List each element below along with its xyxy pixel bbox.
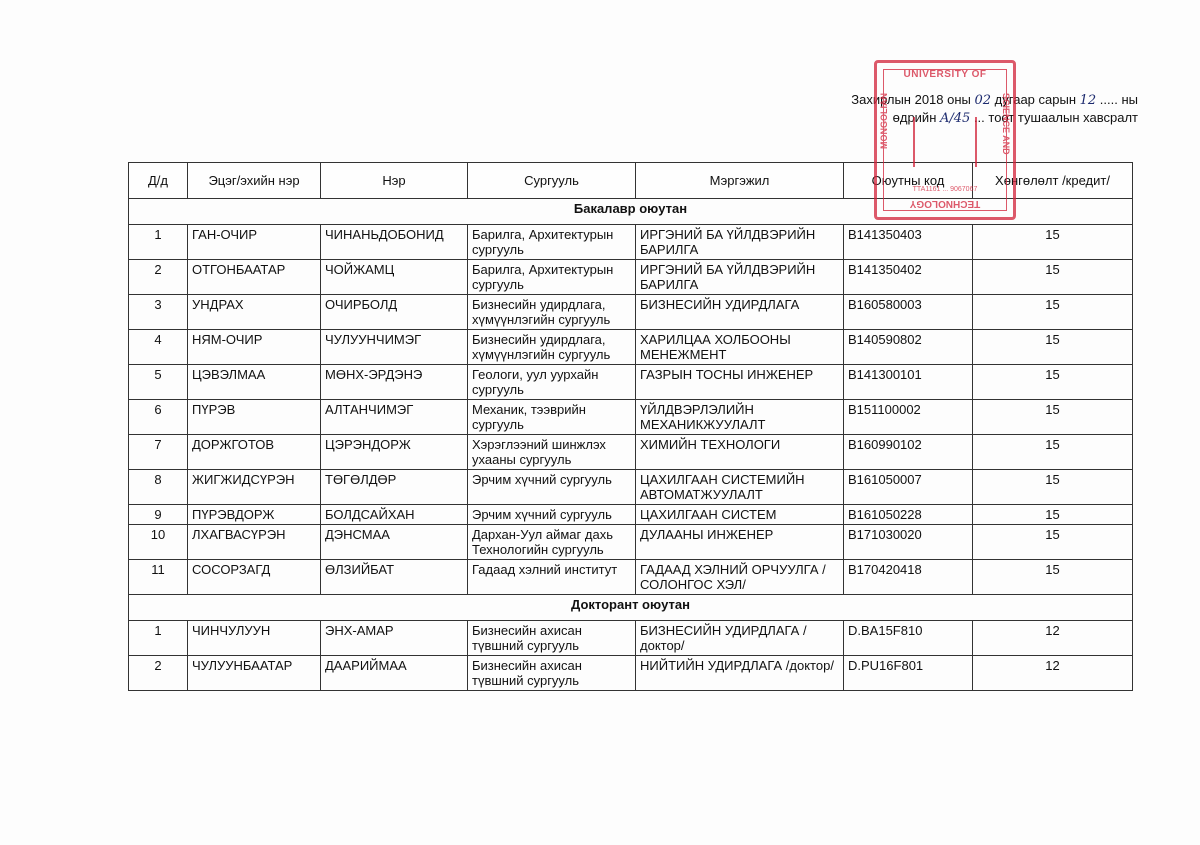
- row-number: 11: [129, 560, 188, 595]
- parent-name-cell: ЦЭВЭЛМАА: [188, 365, 321, 400]
- student-name-cell: БОЛДСАЙХАН: [321, 505, 468, 525]
- credit-discount-cell: 15: [973, 525, 1133, 560]
- student-code-cell: B161050007: [844, 470, 973, 505]
- student-name-cell: ДААРИЙМАА: [321, 656, 468, 691]
- student-name-cell: ЧОЙЖАМЦ: [321, 260, 468, 295]
- school-cell: Гадаад хэлний институт: [468, 560, 636, 595]
- major-cell: ҮЙЛДВЭРЛЭЛИЙН МЕХАНИКЖУУЛАЛТ: [636, 400, 844, 435]
- handwritten-month: 02: [974, 93, 992, 108]
- student-code-cell: D.BA15F810: [844, 621, 973, 656]
- school-cell: Бизнесийн удирдлага, хүмүүнлэгийн сургууль: [468, 295, 636, 330]
- major-cell: ИРГЭНИЙ БА ҮЙЛДВЭРИЙН БАРИЛГА: [636, 260, 844, 295]
- table-row: [129, 621, 1133, 656]
- row-number: 2: [129, 260, 188, 295]
- student-name-cell: ЦЭРЭНДОРЖ: [321, 435, 468, 470]
- parent-name-cell: УНДРАХ: [188, 295, 321, 330]
- student-code-cell: B171030020: [844, 525, 973, 560]
- section-title: Докторант оюутан: [129, 595, 1133, 621]
- student-code-cell: B160990102: [844, 435, 973, 470]
- parent-name-cell: ПҮРЭВ: [188, 400, 321, 435]
- column-header: Хөнгөлөлт /кредит/: [973, 163, 1133, 199]
- credit-discount-cell: 15: [973, 505, 1133, 525]
- major-cell: ЦАХИЛГААН СИСТЕМ: [636, 505, 844, 525]
- school-cell: Бизнесийн ахисан түвшний сургууль: [468, 656, 636, 691]
- row-number: 7: [129, 435, 188, 470]
- order-year-label: Захирлын 2018 оны: [851, 92, 971, 107]
- student-code-cell: D.PU16F801: [844, 656, 973, 691]
- credit-discount-cell: 12: [973, 656, 1133, 691]
- stamp-top-text: UNIVERSITY OF: [903, 69, 987, 80]
- table-row: [129, 525, 1133, 560]
- parent-name-cell: НЯМ-ОЧИР: [188, 330, 321, 365]
- credit-discount-cell: 15: [973, 295, 1133, 330]
- stamp-emblem-icon: [913, 117, 977, 167]
- column-header: Мэргэжил: [636, 163, 844, 199]
- stamp-right-text: SCIENCE AND: [1001, 93, 1011, 155]
- credit-discount-cell: 15: [973, 225, 1133, 260]
- table-row: [129, 260, 1133, 295]
- table-row: [129, 435, 1133, 470]
- student-discount-table: [128, 162, 1133, 691]
- row-number: 3: [129, 295, 188, 330]
- order-annex-label: ... тоот тушаалын хавсралт: [973, 110, 1138, 125]
- column-header: Д/д: [129, 163, 188, 199]
- column-header: Сургууль: [468, 163, 636, 199]
- row-number: 6: [129, 400, 188, 435]
- school-cell: Эрчим хүчний сургууль: [468, 470, 636, 505]
- row-number: 9: [129, 505, 188, 525]
- order-day-suffix: ..... ны: [1099, 92, 1138, 107]
- major-cell: БИЗНЕСИЙН УДИРДЛАГА: [636, 295, 844, 330]
- handwritten-day: 12: [1079, 93, 1097, 108]
- parent-name-cell: ЖИГЖИДСҮРЭН: [188, 470, 321, 505]
- major-cell: ХИМИЙН ТЕХНОЛОГИ: [636, 435, 844, 470]
- student-code-cell: B141300101: [844, 365, 973, 400]
- student-name-cell: ЧИНАНЬДОБОНИД: [321, 225, 468, 260]
- table-row: [129, 365, 1133, 400]
- major-cell: ГАДААД ХЭЛНИЙ ОРЧУУЛГА /СОЛОНГОС ХЭЛ/: [636, 560, 844, 595]
- major-cell: БИЗНЕСИЙН УДИРДЛАГА /доктор/: [636, 621, 844, 656]
- student-name-cell: ОЧИРБОЛД: [321, 295, 468, 330]
- parent-name-cell: ЧУЛУУНБААТАР: [188, 656, 321, 691]
- column-header: Оюутны код: [844, 163, 973, 199]
- table-row: [129, 225, 1133, 260]
- credit-discount-cell: 15: [973, 470, 1133, 505]
- parent-name-cell: ПҮРЭВДОРЖ: [188, 505, 321, 525]
- credit-discount-cell: 15: [973, 260, 1133, 295]
- parent-name-cell: ЛХАГВАСҮРЭН: [188, 525, 321, 560]
- stamp-left-text: MONGOLIAN: [879, 93, 889, 149]
- table-row: [129, 656, 1133, 691]
- section-header-row: [129, 595, 1133, 621]
- stamp-bottom-text: TECHNOLOGY: [909, 198, 981, 209]
- row-number: 4: [129, 330, 188, 365]
- parent-name-cell: ГАН-ОЧИР: [188, 225, 321, 260]
- parent-name-cell: ЧИНЧУЛУУН: [188, 621, 321, 656]
- row-number: 2: [129, 656, 188, 691]
- table-row: [129, 400, 1133, 435]
- order-date-label: өдрийн: [892, 110, 937, 125]
- student-code-cell: B170420418: [844, 560, 973, 595]
- school-cell: Механик, тээврийн сургууль: [468, 400, 636, 435]
- credit-discount-cell: 12: [973, 621, 1133, 656]
- handwritten-order-number: A/45: [940, 111, 971, 126]
- major-cell: ГАЗРЫН ТОСНЫ ИНЖЕНЕР: [636, 365, 844, 400]
- student-code-cell: B141350403: [844, 225, 973, 260]
- column-header: Нэр: [321, 163, 468, 199]
- student-name-cell: ДЭНСМАА: [321, 525, 468, 560]
- school-cell: Барилга, Архитектурын сургууль: [468, 260, 636, 295]
- student-name-cell: ӨЛЗИЙБАТ: [321, 560, 468, 595]
- student-code-cell: B151100002: [844, 400, 973, 435]
- table-row: [129, 505, 1133, 525]
- major-cell: ДУЛААНЫ ИНЖЕНЕР: [636, 525, 844, 560]
- order-month-label: дугаар сарын: [994, 92, 1076, 107]
- table-row: [129, 470, 1133, 505]
- stamp-registration: TTA1161 ... 9067067: [912, 186, 978, 193]
- school-cell: Эрчим хүчний сургууль: [468, 505, 636, 525]
- student-name-cell: ЭНХ-АМАР: [321, 621, 468, 656]
- major-cell: ИРГЭНИЙ БА ҮЙЛДВЭРИЙН БАРИЛГА: [636, 225, 844, 260]
- row-number: 5: [129, 365, 188, 400]
- student-name-cell: ЧУЛУУНЧИМЭГ: [321, 330, 468, 365]
- credit-discount-cell: 15: [973, 435, 1133, 470]
- credit-discount-cell: 15: [973, 560, 1133, 595]
- student-code-cell: B140590802: [844, 330, 973, 365]
- university-seal-stamp: [874, 60, 1016, 220]
- student-code-cell: B141350402: [844, 260, 973, 295]
- table-row: [129, 295, 1133, 330]
- major-cell: НИЙТИЙН УДИРДЛАГА /доктор/: [636, 656, 844, 691]
- student-name-cell: ТӨГӨЛДӨР: [321, 470, 468, 505]
- row-number: 8: [129, 470, 188, 505]
- school-cell: Бизнесийн удирдлага, хүмүүнлэгийн сургууль: [468, 330, 636, 365]
- school-cell: Геологи, уул уурхайн сургууль: [468, 365, 636, 400]
- parent-name-cell: ОТГОНБААТАР: [188, 260, 321, 295]
- credit-discount-cell: 15: [973, 330, 1133, 365]
- parent-name-cell: ДОРЖГОТОВ: [188, 435, 321, 470]
- school-cell: Дархан-Уул аймаг дахь Технологийн сургууль: [468, 525, 636, 560]
- table-row: [129, 330, 1133, 365]
- student-name-cell: АЛТАНЧИМЭГ: [321, 400, 468, 435]
- school-cell: Хэрэглээний шинжлэх ухааны сургууль: [468, 435, 636, 470]
- credit-discount-cell: 15: [973, 400, 1133, 435]
- row-number: 1: [129, 225, 188, 260]
- credit-discount-cell: 15: [973, 365, 1133, 400]
- student-code-cell: B160580003: [844, 295, 973, 330]
- major-cell: ХАРИЛЦАА ХОЛБООНЫ МЕНЕЖМЕНТ: [636, 330, 844, 365]
- table-row: [129, 560, 1133, 595]
- column-header: Эцэг/эхийн нэр: [188, 163, 321, 199]
- school-cell: Барилга, Архитектурын сургууль: [468, 225, 636, 260]
- section-title: Бакалавр оюутан: [129, 199, 1133, 225]
- row-number: 1: [129, 621, 188, 656]
- parent-name-cell: СОСОРЗАГД: [188, 560, 321, 595]
- student-code-cell: B161050228: [844, 505, 973, 525]
- row-number: 10: [129, 525, 188, 560]
- school-cell: Бизнесийн ахисан түвшний сургууль: [468, 621, 636, 656]
- student-name-cell: МӨНХ-ЭРДЭНЭ: [321, 365, 468, 400]
- major-cell: ЦАХИЛГААН СИСТЕМИЙН АВТОМАТЖУУЛАЛТ: [636, 470, 844, 505]
